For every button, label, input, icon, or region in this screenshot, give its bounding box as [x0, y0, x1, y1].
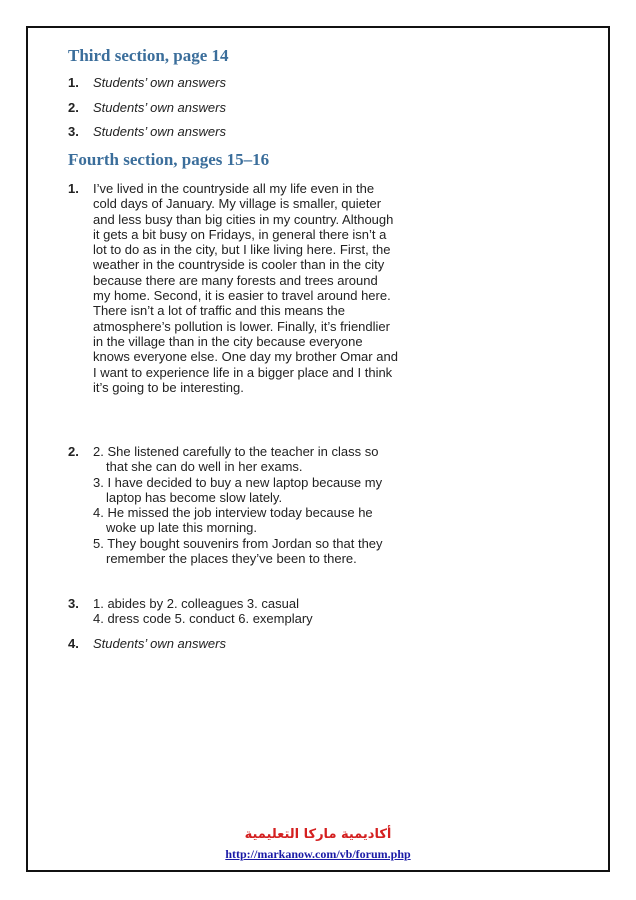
footer-link[interactable]: http://markanow.com/vb/forum.php [225, 847, 411, 861]
vocabulary-line: 1. abides by 2. colleagues 3. casual [93, 596, 299, 611]
sentence-item: 4. He missed the job interview today because he woke up late this morning. [93, 505, 373, 536]
vocabulary-answers [93, 596, 398, 627]
item-number: 3. [68, 124, 79, 139]
item-number: 3. [68, 596, 79, 611]
footer-arabic-title: أكاديمية ماركا التعليمية [244, 827, 392, 842]
item-number: 2. [68, 100, 79, 115]
sentence-item: 5. They bought souvenirs from Jordan so that they remember the places they’ve been to there. [93, 535, 383, 567]
item-number: 2. [68, 444, 79, 459]
sentence-item: 3. I have decided to buy a new laptop because my laptop has become slow lately. [93, 474, 383, 505]
item-text: Students’ own answers [93, 124, 226, 139]
item-text: Students’ own answers [93, 636, 226, 651]
item-text: Students’ own answers [93, 75, 226, 90]
item-number: 1. [68, 181, 79, 196]
vocabulary-line: 4. dress code 5. conduct 6. exemplary [93, 611, 313, 627]
item-number: 4. [68, 636, 79, 651]
paragraph-answer: I’ve lived in the countryside all my life even in the cold days of January. My village is smaller, quieter and less busy than big cities in my country. Although it gets a bit busy on Fridays, in general there isn’t a lot to do as in the city, but I like living here. First, the weather in the countryside is cooler than in the city because there are many forests and trees around my home. Second, it is easier to travel around here. There isn’t a lot of traffic and this means the atmosphere’s pollution is lower. Finally, it’s friendlier in the village than in the city because everyone knows everyone else. One day my brother Omar and I want to experience life in a bigger place and I think it’s going to be interesting. [93, 181, 398, 395]
sentence-item: 2. She listened carefully to the teacher in class so that she can do well in her exams. [93, 444, 379, 475]
item-number: 1. [68, 75, 79, 90]
item-text: Students’ own answers [93, 100, 226, 115]
section-heading-fourth: Fourth section, pages 15–16 [68, 150, 270, 169]
sentence-list [93, 444, 398, 566]
section-heading-third: Third section, page 14 [68, 46, 229, 65]
